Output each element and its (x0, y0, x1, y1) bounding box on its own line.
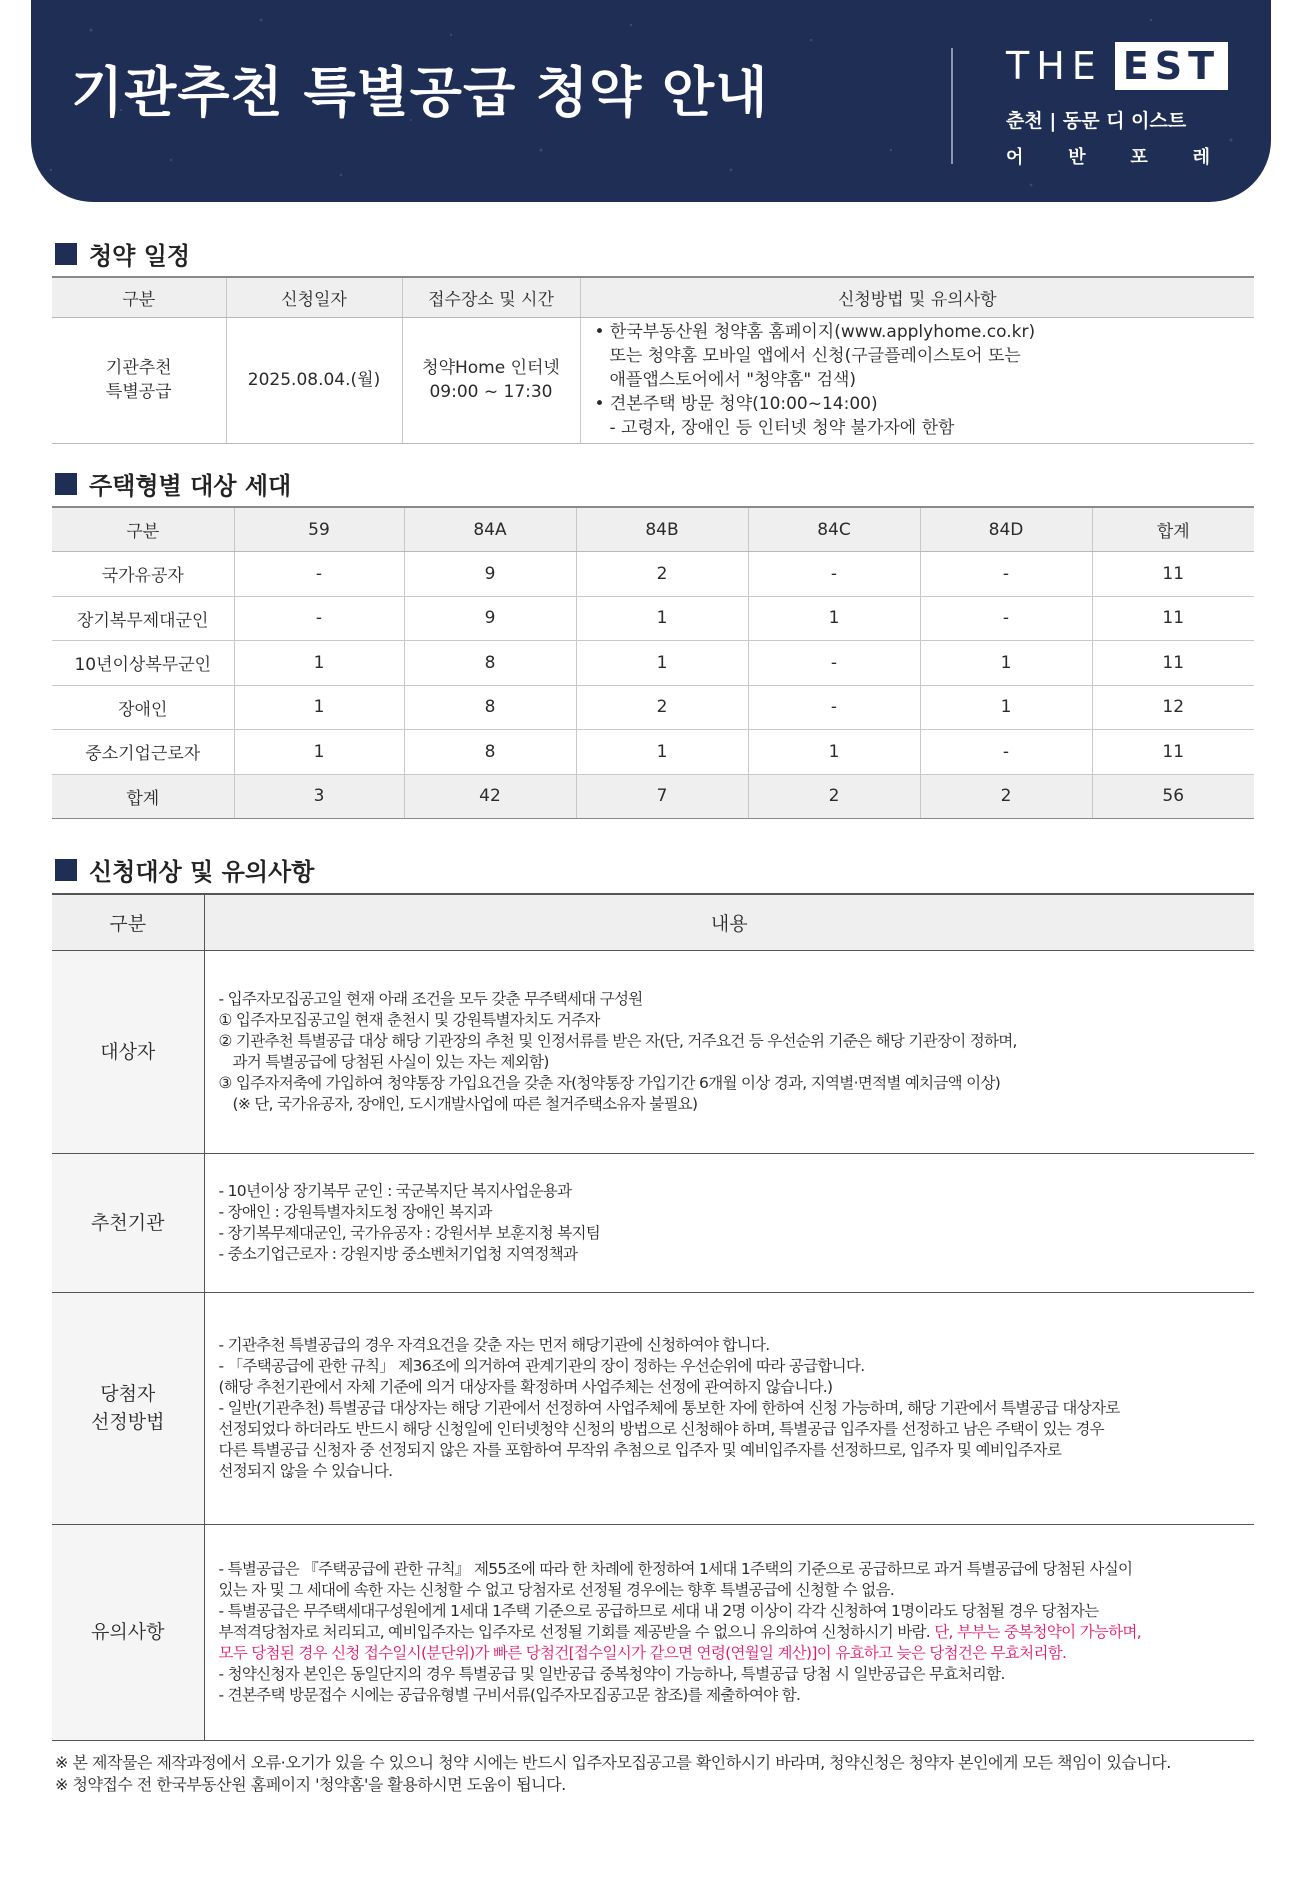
table-cell: 1 (234, 730, 404, 775)
table-cell: 1 (920, 685, 1092, 730)
schedule-table (52, 276, 1254, 444)
highlight-text: 단, 부부는 중복청약이 가능하며, (930, 1622, 1141, 1641)
table-header-cell: 59 (234, 507, 404, 552)
table-header-cell: 84A (404, 507, 576, 552)
row-label-selection: 당첨자 선정방법 (52, 1292, 204, 1524)
table-cell: 11 (1092, 552, 1254, 597)
table-header-row (52, 277, 1254, 317)
selection-content: - 기관추천 특별공급의 경우 자격요건을 갖춘 자는 먼저 해당기관에 신청하여야 합니다. - 「주택공급에 관한 규칙」 제36조에 의거하여 관계기관의 장이 정하는 우선순위에 따라 공급합니다. (해당 추천기관에서 자체 기준에 의거 대상자를 확정하며 사업주체는 선정에 관여하지 않습니다.) - 일반(기관추천) 특별공급 대상자는 해당 기관에서 선정하여 사업주체에 통보한 자에 한하여 신청 가능하며, 해당 기관에서 특별공급 대상자로 선정되었다 하더라도 반드시 해당 신청일에 인터넷청약 신청의 방법으로 신청해야 하며, 특별공급 입주자를 선정하고 남은 주택이 있는 경우 다른 특별공급 신청자 중 선정되지 않은 자를 포함하여 무작위 추첨으로 입주자 및 예비입주자를 선정하므로, 입주자 및 예비입주자로 선정되지 않을 수 있습니다. (204, 1292, 1254, 1524)
brand-tagline: 어 반 포 레 (1006, 147, 1210, 168)
table-cell: - (748, 552, 920, 597)
section-title-units: 주택형별 대상 세대 (55, 466, 291, 501)
table-header-cell: 합계 (1092, 507, 1254, 552)
section-square-icon (55, 243, 77, 265)
table-cell: 2 (748, 774, 920, 819)
section-square-icon (55, 473, 77, 495)
table-cell: 11 (1092, 730, 1254, 775)
table-cell: - (920, 552, 1092, 597)
table-header-cell: 접수장소 및 시간 (402, 277, 580, 317)
schedule-methods: • 한국부동산원 청약홈 홈페이지(www.applyhome.co.kr) 또는 청약홈 모바일 앱에서 신청(구글플레이스토어 또는 애플앱스토어에서 "청약홈" 검색) • 견본주택 방문 청약(10:00~14:00) - 고령자, 장애인 등 인터넷 청약 불가자에 한함 (580, 317, 1254, 443)
row-label-target: 대상자 (52, 950, 204, 1153)
table-cell: 1 (234, 641, 404, 686)
table-cell: 장애인 (52, 685, 234, 730)
brand-logo (1006, 40, 1221, 169)
table-cell: 10년이상복무군인 (52, 641, 234, 686)
table-row (52, 552, 1254, 597)
schedule-place: 청약Home 인터넷 09:00 ~ 17:30 (402, 317, 580, 443)
table-cell: 56 (1092, 774, 1254, 819)
table-header-cell: 내용 (204, 894, 1254, 950)
table-header-cell: 84B (576, 507, 748, 552)
table-cell: 8 (404, 730, 576, 775)
page-title: 기관추천 특별공급 청약 안내 (71, 61, 769, 124)
table-cell: 1 (748, 730, 920, 775)
table-row (52, 317, 1254, 443)
eligibility-table (52, 893, 1254, 1741)
table-cell: 1 (234, 685, 404, 730)
notes-line-with-highlight: 부적격당첨자로 처리되고, 예비입주자는 입주자로 선정될 기회를 제공받을 수 없으니 유의하여 신청하시기 바람. 단, 부부는 중복청약이 가능하며, (218, 1622, 1141, 1641)
section-title-eligibility: 신청대상 및 유의사항 (55, 852, 314, 887)
table-cell: 11 (1092, 596, 1254, 641)
table-cell: - (234, 596, 404, 641)
table-cell: - (748, 641, 920, 686)
table-cell: 11 (1092, 641, 1254, 686)
table-cell: 1 (748, 596, 920, 641)
table-cell: 8 (404, 685, 576, 730)
total-row (52, 774, 1254, 819)
table-cell: 3 (234, 774, 404, 819)
table-header-row (52, 507, 1254, 552)
agency-content: - 10년이상 장기복무 군인 : 국군복지단 복지사업운용과 - 장애인 : 강원특별자치도청 장애인 복지과 - 장기복무제대군인, 국가유공자 : 강원서부 보훈지청 복지팀 - 중소기업근로자 : 강원지방 중소벤처기업청 지역정책과 (204, 1153, 1254, 1292)
table-cell: 장기복무제대군인 (52, 596, 234, 641)
table-row (52, 950, 1254, 1153)
table-cell: 9 (404, 552, 576, 597)
table-cell: 2 (920, 774, 1092, 819)
table-header-cell: 신청방법 및 유의사항 (580, 277, 1254, 317)
brand-est: EST (1115, 42, 1228, 90)
table-row (52, 1524, 1254, 1740)
table-cell: 1 (576, 730, 748, 775)
notes-content: - 특별공급은 『주택공급에 관한 규칙』 제55조에 따라 한 차례에 한정하여 1세대 1주택의 기준으로 공급하므로 과거 특별공급에 당첨된 사실이 있는 자 및 그 세대에 속한 자는 신청할 수 없고 당첨자로 선정될 경우에는 향후 특별공급에 신청할 수 없음. - 특별공급은 무주택세대구성원에게 1세대 1주택 기준으로 공급하므로 세대 내 2명 이상이 각각 신청하여 1명이라도 당첨될 경우 당첨자는 부적격당첨자로 처리되고, 예비입주자는 입주자로 선정될 기회를 제공받을 수 없으니 유의하여 신청하시기 바람. 단, 부부는 중복청약이 가능하며, 모두 당첨된 경우 신청 접수일시(분단위)가 빠른 당첨건[접수일시가 같으면 연령(연월일 계산)]이 유효하고 늦은 당첨건은 무효처리함. - 청약신청자 본인은 동일단지의 경우 특별공급 및 일반공급 중복청약이 가능하나, 특별공급 당첨 시 일반공급은 무효처리함. - 견본주택 방문접수 시에는 공급유형별 구비서류(입주자모집공고문 참조)를 제출하여야 함. (204, 1524, 1254, 1740)
schedule-date: 2025.08.04.(월) (226, 317, 402, 443)
table-row (52, 685, 1254, 730)
table-cell: 국가유공자 (52, 552, 234, 597)
table-header-cell: 84D (920, 507, 1092, 552)
target-content: - 입주자모집공고일 현재 아래 조건을 모두 갖춘 무주택세대 구성원 ① 입주자모집공고일 현재 춘천시 및 강원특별자치도 거주자 ② 기관추천 특별공급 대상 해당 기관장의 추천 및 인정서류를 받은 자(단, 거주요건 등 우선순위 기준은 해당 기관장이 정하며, 과거 특별공급에 당첨된 사실이 있는 자는 제외함) ③ 입주자저축에 가입하여 청약통장 가입요건을 갖춘 자(청약통장 가입기간 6개월 이상 경과, 지역별·면적별 예치금액 이상) (※ 단, 국가유공자, 장애인, 도시개발사업에 따른 철거주택소유자 불필요) (204, 950, 1254, 1153)
table-cell: 합계 (52, 774, 234, 819)
table-cell: 1 (576, 641, 748, 686)
table-cell: 중소기업근로자 (52, 730, 234, 775)
table-cell: 8 (404, 641, 576, 686)
table-header-cell: 구분 (52, 894, 204, 950)
highlight-text: 모두 당첨된 경우 신청 접수일시(분단위)가 빠른 당첨건[접수일시가 같으면 연령(연월일 계산)]이 유효하고 늦은 당첨건은 무효처리함. (218, 1643, 1067, 1662)
brand-the: THE (1006, 44, 1103, 88)
table-header-cell: 구분 (52, 507, 234, 552)
table-cell: 9 (404, 596, 576, 641)
table-cell: 1 (576, 596, 748, 641)
table-cell: 7 (576, 774, 748, 819)
section-square-icon (55, 859, 77, 881)
table-cell: - (920, 596, 1092, 641)
table-row (52, 730, 1254, 775)
table-cell: 1 (920, 641, 1092, 686)
table-cell: 42 (404, 774, 576, 819)
table-cell: - (748, 685, 920, 730)
table-row (52, 641, 1254, 686)
row-label-notes: 유의사항 (52, 1524, 204, 1740)
footnote: ※ 청약접수 전 한국부동산원 홈페이지 '청약홈'을 활용하시면 도움이 됩니다. (55, 1775, 566, 1794)
row-label-agency: 추천기관 (52, 1153, 204, 1292)
table-header-cell: 신청일자 (226, 277, 402, 317)
table-header-row (52, 894, 1254, 950)
schedule-category: 기관추천 특별공급 (52, 317, 226, 443)
footnote: ※ 본 제작물은 제작과정에서 오류·오기가 있을 수 있으니 청약 시에는 반드시 입주자모집공고를 확인하시기 바라며, 청약신청은 청약자 본인에게 모든 책임이 있습니다. (55, 1753, 1171, 1772)
table-cell: - (234, 552, 404, 597)
table-cell: 2 (576, 685, 748, 730)
header-divider (951, 48, 953, 164)
table-row (52, 596, 1254, 641)
table-header-cell: 84C (748, 507, 920, 552)
table-header-cell: 구분 (52, 277, 226, 317)
table-cell: 12 (1092, 685, 1254, 730)
table-row (52, 1292, 1254, 1524)
table-cell: - (920, 730, 1092, 775)
table-row (52, 1153, 1254, 1292)
brand-subtitle: 춘천 | 동문 디 이스트 (1006, 110, 1187, 132)
section-title-schedule: 청약 일정 (55, 236, 190, 271)
table-cell: 2 (576, 552, 748, 597)
footnotes (55, 1752, 1171, 1796)
page-header (31, 0, 1271, 202)
units-table (52, 506, 1254, 819)
